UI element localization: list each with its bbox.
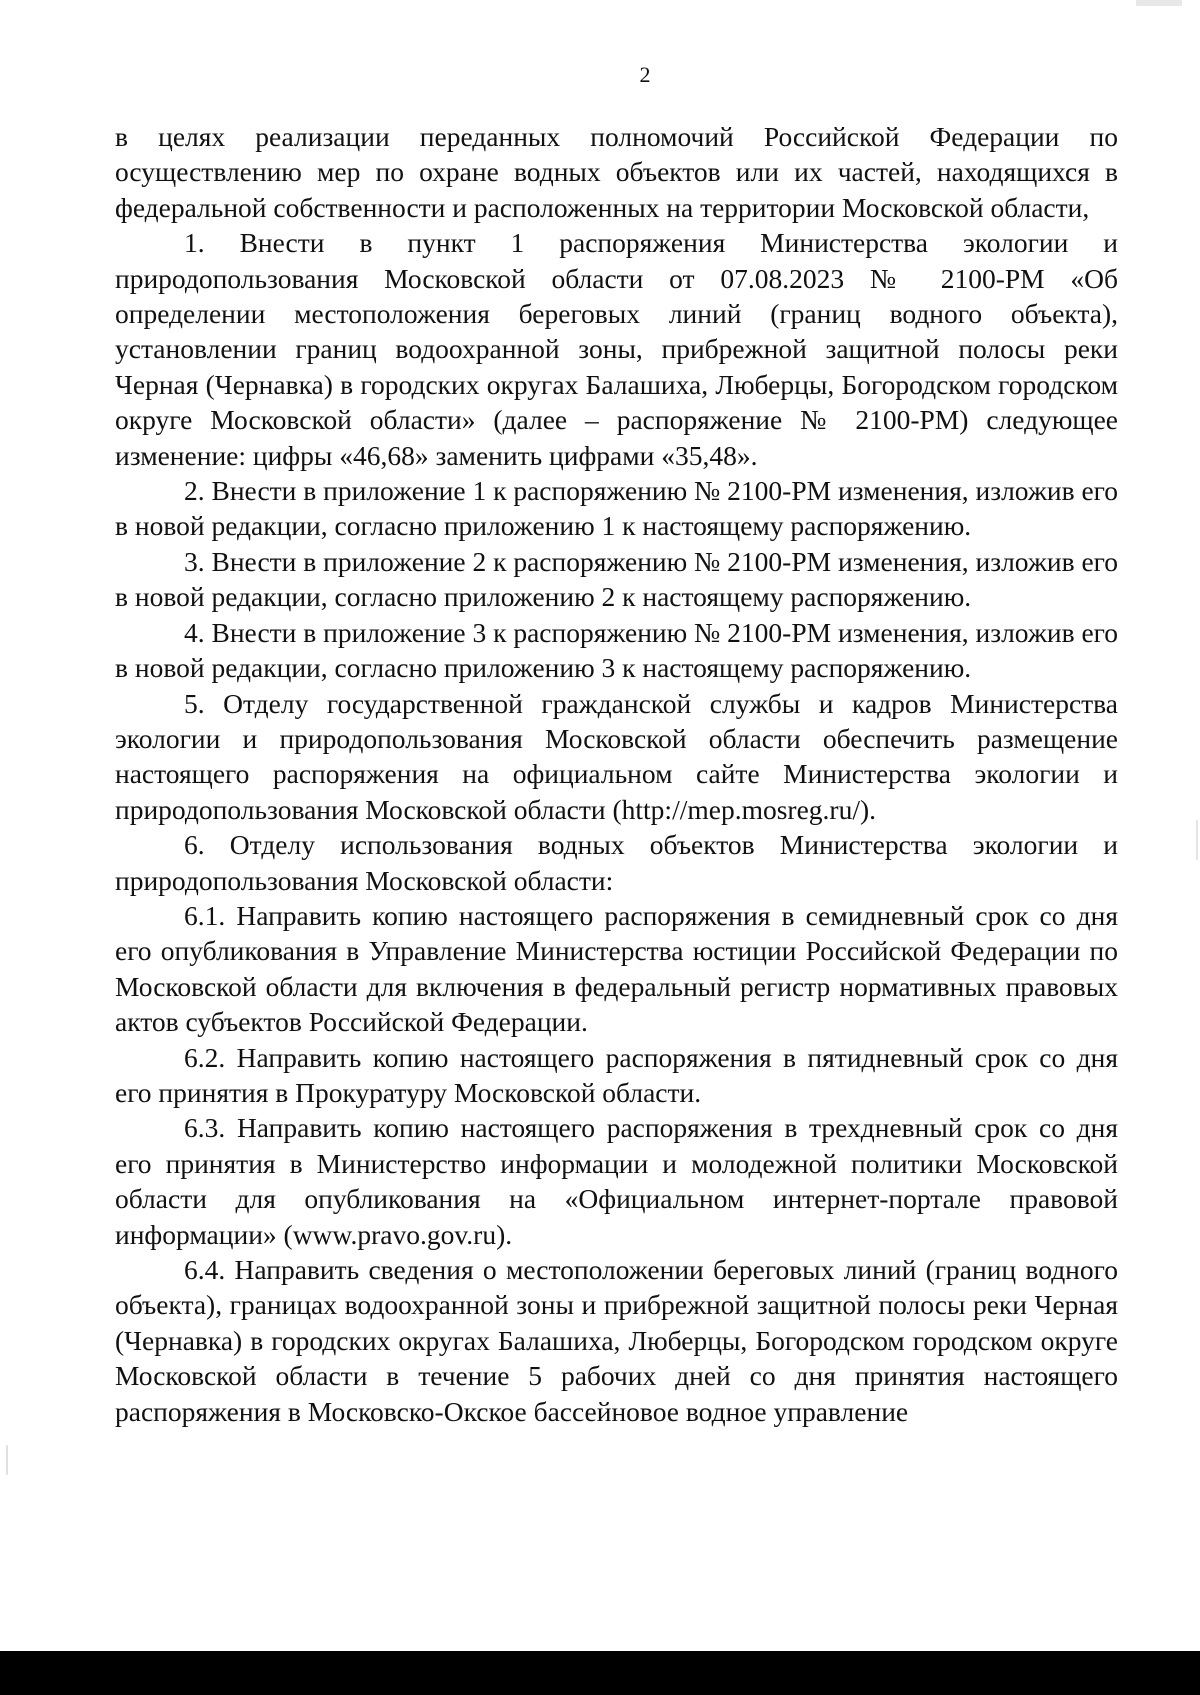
page-number: 2 (639, 62, 651, 87)
scan-artifact-left-edge (6, 1445, 8, 1475)
paragraph-item-6-4: 6.4. Направить сведения о местоположении береговых линий (границ водного объекта), границах водоохранной зоны и прибрежной защитной полосы реки Черная (Чернавка) в городских округах Балашиха, Люберцы, Богородском городском округе Московской области в течение 5 рабочих дней со дня принятия настоящего распоряжения в Московско-Окское бассейновое водное управление (115, 1254, 1118, 1427)
scan-artifact-top-right (1136, 0, 1182, 6)
paragraph-item-6-2: 6.2. Направить копию настоящего распоряжения в пятидневный срок со дня его принятия в Прокуратуру Московской области. (115, 1041, 1118, 1108)
paragraph-preamble: в целях реализации переданных полномочий Российской Федерации по осуществлению мер по охране водных объектов или их частей, находящихся в федеральной собственности и расположенных на территории Московской области, (115, 121, 1118, 223)
paragraph-item-3: 3. Внести в приложение 2 к распоряжению № 2100-РМ изменения, изложив его в новой редакции, согласно приложению 2 к настоящему распоряжению. (115, 545, 1118, 613)
paragraph-item-6-3: 6.3. Направить копию настоящего распоряжения в трехдневный срок со дня его принятия в Министерство информации и молодежной политики Московской области для опубликования на «Официальном интернет-портале правовой информации» (www.pravo.gov.ru). (115, 1112, 1118, 1250)
scan-artifact-right-edge (1196, 820, 1198, 860)
paragraph-item-5: 5. Отделу государственной гражданской службы и кадров Министерства экологии и природопользования Московской области обеспечить размещение настоящего распоряжения на официальном сайте Министерства экологии и природопользования Московской области (http://mep.mosreg.ru/). (115, 687, 1118, 825)
paragraph-item-6-1: 6.1. Направить копию настоящего распоряжения в семидневный срок со дня его опубликования в Управление Министерства юстиции Российской Федерации по Московской области для включения в федеральный регистр нормативных правовых актов субъектов Российской Федерации. (115, 899, 1118, 1038)
paragraph-item-1: 1. Внести в пункт 1 распоряжения Министерства экологии и природопользования Московской области от 07.08.2023 № 2100-РМ «Об определении местоположения береговых линий (границ водного объекта), установлении границ водоохранной зоны, прибрежной защитной полосы реки Черная (Чернавка) в городских округах Балашиха, Люберцы, Богородском городском округе Московской области» (далее – распоряжение № 2100-РМ) следующее изменение: цифры «46,68» заменить цифрами «35,48». (115, 227, 1118, 471)
scan-bottom-border (0, 1651, 1200, 1695)
paragraph-item-2: 2. Внести в приложение 1 к распоряжению № 2100-РМ изменения, изложив его в новой редакции, согласно приложению 1 к настоящему распоряжению. (115, 475, 1118, 542)
paragraph-item-4: 4. Внести в приложение 3 к распоряжению № 2100-РМ изменения, изложив его в новой редакции, согласно приложению 3 к настоящему распоряжению. (115, 616, 1118, 684)
document-body (115, 119, 1118, 1429)
paragraph-item-6: 6. Отделу использования водных объектов Министерства экологии и природопользования Московской области: (115, 829, 1118, 896)
